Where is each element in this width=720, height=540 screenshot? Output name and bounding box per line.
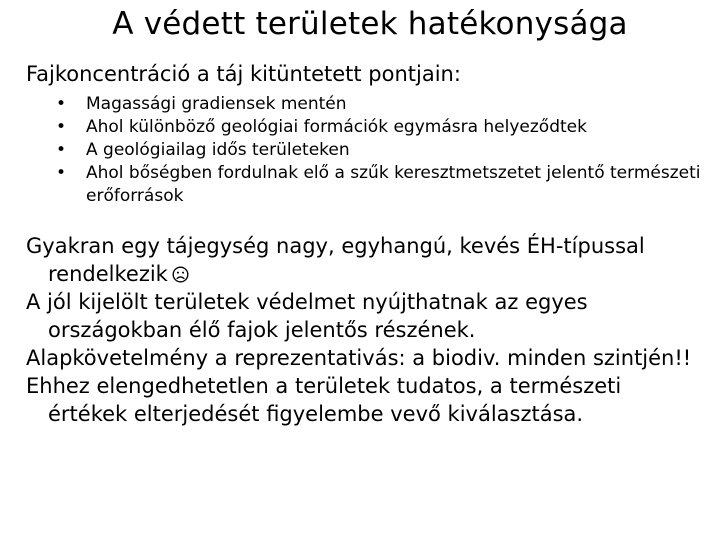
- bullet-list: [54, 93, 714, 208]
- bullet-text: A geológiailag idős területeken: [86, 140, 350, 160]
- paragraph: A jól kijelölt területek védelmet nyújthatnak az egyes országokban élő fajok jelentős részének.: [26, 290, 588, 342]
- paragraph: [26, 232, 696, 288]
- bullet-text: Magassági gradiensek mentén: [86, 94, 347, 114]
- list-item: [54, 162, 714, 208]
- bullet-text: Ahol bőségben fordulnak elő a szűk keresztmetszetet jelentő természeti erőforrások: [86, 163, 701, 206]
- body-paragraphs: [26, 232, 696, 428]
- paragraph: Alapkövetelmény a reprezentativás: a biodiv. minden szintjén!!: [26, 346, 692, 370]
- bullet-dot-icon: •: [56, 140, 67, 160]
- paragraph: Ehhez elengedhetetlen a területek tudatos, a természeti értékek elterjedését figyelembe vevő kiválasztása.: [26, 374, 622, 426]
- frowning-face-icon: [172, 266, 189, 283]
- slide-title: A védett területek hatékonysága: [112, 6, 628, 42]
- bullet-dot-icon: •: [56, 117, 67, 137]
- intro-heading: Fajkoncentráció a táj kitüntetett pontjain:: [26, 62, 461, 86]
- bullet-text: Ahol különböző geológiai formációk egymásra helyeződtek: [86, 117, 587, 137]
- bullet-dot-icon: •: [56, 94, 67, 114]
- paragraph-text: Gyakran egy tájegység nagy, egyhangú, kevés ÉH-típussal rendelkezik: [26, 234, 645, 286]
- list-item: [54, 139, 714, 162]
- list-item: [54, 93, 714, 116]
- bullet-dot-icon: •: [56, 163, 67, 183]
- list-item: [54, 116, 714, 139]
